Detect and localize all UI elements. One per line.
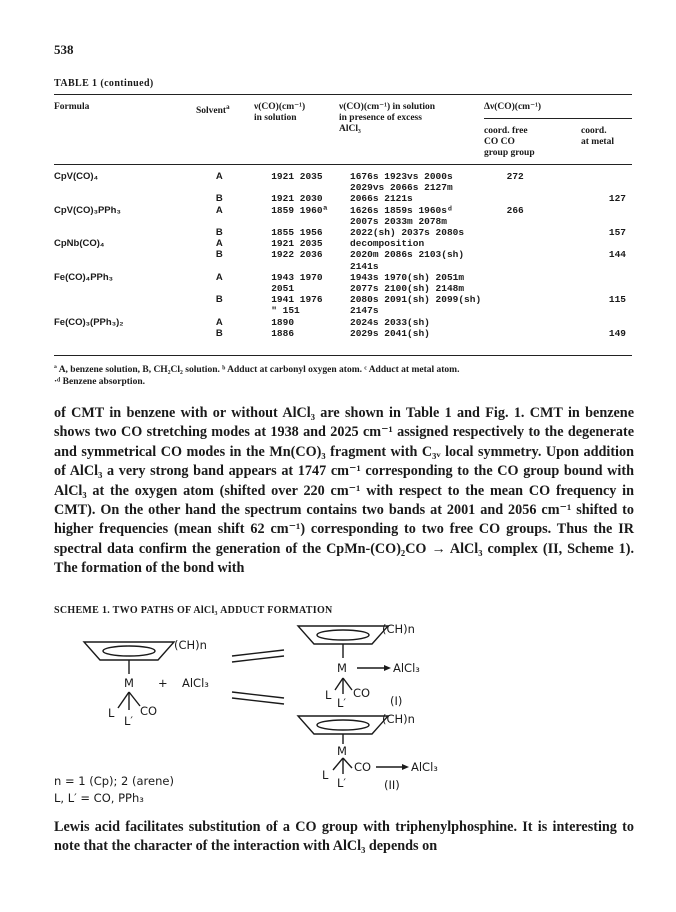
left-reagent-label: AlCl₃: [182, 676, 209, 690]
scheme-title: SCHEME 1. TWO PATHS OF AlCl₃ ADDUCT FORMATION: [54, 605, 333, 616]
cell-v2: 2077s 2100(sh) 2148m: [350, 283, 465, 295]
table-bottom-rule: [54, 355, 632, 356]
cell-v2: 2141s: [350, 260, 379, 272]
top-metal-label: M: [337, 661, 347, 675]
path-arrow-2: [232, 692, 284, 698]
page-number: 538: [54, 42, 74, 57]
cell-d1: [507, 294, 584, 305]
cell-v2: 2029vs 2066s 2127m: [350, 182, 453, 194]
header-nu-co-excess: ν(CO)(cm⁻¹) in solution in presence of excess AlCl₃: [339, 102, 436, 134]
table-row: [54, 238, 632, 249]
cell-v1: 1859 1960ª: [271, 204, 329, 216]
cell-v2: 1943s 1970(sh) 2051m: [350, 271, 465, 283]
cell-v2: 2024s 2033(sh): [350, 316, 430, 328]
cell-formula: [54, 227, 198, 238]
table-row: [54, 205, 632, 216]
left-ligand-l: L: [108, 706, 115, 720]
cell-d2: [583, 272, 632, 283]
cell-solvent: [198, 261, 271, 272]
cell-v1: [271, 216, 350, 227]
bottom-ring: [298, 716, 388, 734]
cell-v1: 1855 1956: [271, 227, 323, 239]
cell-formula: [54, 249, 198, 260]
bottom-ligand-l: L: [322, 768, 329, 782]
table-header-rule: [54, 164, 632, 165]
cell-v2: 2022(sh) 2037s 2080s: [350, 227, 465, 239]
top-ligand-co: CO: [353, 686, 371, 700]
left-ligand-co: CO: [140, 704, 158, 718]
cell-d1: [507, 317, 584, 328]
cell-v1: 1943 1970: [271, 271, 323, 283]
cell-d1: 272: [506, 171, 524, 182]
top-bond-l: [335, 678, 343, 690]
bottom-ligand-lp: L′: [337, 776, 347, 790]
cell-d1: [507, 227, 584, 238]
header-formula: Formula: [54, 102, 90, 112]
cell-formula: [54, 328, 198, 339]
bottom-bond-co: [343, 758, 352, 768]
cell-v2: 2029s 2041(sh): [350, 327, 430, 339]
cell-solvent: [198, 305, 271, 316]
cell-solvent: B: [215, 327, 223, 339]
bottom-adduct-label: AlCl₃: [411, 760, 438, 774]
table-row: [54, 283, 632, 294]
cell-v1: 1886: [271, 327, 295, 339]
top-ring-ellipse: [317, 630, 369, 640]
scheme-1-diagram: [54, 618, 634, 796]
cell-solvent: A: [215, 238, 223, 250]
bottom-arrowhead: [402, 764, 409, 770]
cell-solvent: A: [215, 204, 223, 216]
table-row: [54, 317, 632, 328]
cell-d2: [583, 238, 632, 249]
cell-v1: 1921 2035: [271, 171, 323, 182]
bottom-ring-label: (CH)n: [382, 712, 415, 726]
table-row: [54, 272, 632, 283]
cell-d1: [507, 216, 584, 227]
top-compound-label: (I): [390, 694, 403, 708]
header-coord-free: coord. free CO CO group group: [484, 126, 535, 158]
top-ligand-l: L: [325, 688, 332, 702]
table-row: [54, 249, 632, 260]
cell-d1: 266: [506, 204, 524, 216]
cell-d1: [507, 182, 584, 193]
left-ring-label: (CH)n: [174, 638, 207, 652]
left-metal-label: M: [124, 676, 134, 690]
cell-formula: [54, 193, 198, 204]
scheme-legend-n: n = 1 (Cp); 2 (arene): [54, 774, 174, 788]
left-plus-label: +: [158, 676, 168, 690]
cell-v2: decomposition: [350, 238, 425, 250]
header-coord-metal: coord. at metal: [581, 126, 614, 147]
cell-formula: Fe(CO)₄PPh₃: [54, 271, 114, 283]
cell-d1: [507, 272, 584, 283]
table-row: [54, 216, 632, 227]
header-delta-rule: [484, 118, 632, 119]
cell-d1: [507, 305, 584, 316]
cell-formula: [54, 261, 198, 272]
cell-solvent: [198, 283, 271, 294]
table-row: [54, 261, 632, 272]
body-paragraph: of CMT in benzene with or without AlCl₃ are shown in Table 1 and Fig. 1. CMT in benzene shows two CO stretching modes at 1938 and 2025 cm⁻¹ assigned respectively to the degenerate and symmetrical CO modes in the Mn(CO)₃ fragment with C₃ᵥ local symmetry. Upon addition of AlCl₃ a very strong band appears at 1747 cm⁻¹ corresponding to the CO group bound with AlCl₃ at the oxygen atom (shifted over 220 cm⁻¹ with respect to the mean CO frequency in CMT). On the other hand the spectrum contains two bands at 2001 and 2056 cm⁻¹ shifted to higher frequencies (mean shift 62 cm⁻¹) corresponding to two free CO groups. Thus the IR spectral data confirm the generation of the CpMn-(CO)₂CO → AlCl₃ complex (II, Scheme 1). The formation of the bond with: [54, 405, 634, 577]
cell-formula: CpNb(CO)₄: [54, 238, 105, 250]
cell-v2: 2066s 2121s: [350, 193, 413, 205]
cell-d2: [583, 205, 632, 216]
cell-v2: 2020m 2086s 2103(sh): [350, 249, 465, 261]
cell-formula: [54, 182, 198, 193]
cell-d2: [583, 261, 632, 272]
cell-d2: [583, 182, 632, 193]
cell-v1: 1921 2030: [271, 193, 323, 205]
top-bond-co: [343, 678, 352, 690]
table-row: [54, 182, 632, 193]
cell-v2: 2080s 2091(sh) 2099(sh): [350, 294, 482, 306]
path-arrow-1: [232, 650, 284, 656]
cell-solvent: A: [215, 271, 223, 283]
cell-v1: 1921 2035: [271, 238, 323, 250]
cell-d2: 144: [608, 249, 626, 261]
bottom-compound-label: (II): [384, 778, 400, 792]
cell-d2: [583, 283, 632, 294]
cell-v2: 1626s 1859s 1960sᵈ: [350, 204, 453, 216]
cell-solvent: [198, 182, 271, 193]
cell-v2: 1676s 1923vs 2000s: [350, 171, 453, 182]
cell-solvent: [198, 216, 271, 227]
cell-v1: 1922 2036: [271, 249, 323, 261]
table-row: [54, 193, 632, 204]
table-footnote: [54, 364, 634, 388]
cell-formula: [54, 216, 198, 227]
cell-formula: CpV(CO)₄: [54, 171, 99, 182]
top-adduct-label: AlCl₃: [393, 661, 420, 675]
table-row: [54, 171, 632, 182]
table-row: [54, 294, 632, 305]
cell-v1: [271, 261, 350, 272]
cell-d2: [583, 317, 632, 328]
left-bond-co: [129, 692, 140, 706]
cell-solvent: B: [215, 294, 223, 306]
cell-solvent: B: [215, 227, 223, 239]
header-delta: Δν(CO)(cm⁻¹): [484, 102, 542, 112]
cell-v2: 2007s 2033m 2078m: [350, 215, 447, 227]
cell-d1: [507, 283, 584, 294]
path-arrow-2b: [232, 698, 284, 704]
header-nu-co-solution: ν(CO)(cm⁻¹) in solution: [254, 102, 306, 123]
cell-solvent: A: [215, 171, 223, 182]
left-bond-l: [118, 692, 129, 708]
top-ring-label: (CH)n: [382, 622, 415, 636]
top-ring: [298, 626, 388, 644]
cell-d2: [583, 305, 632, 316]
left-ring: [84, 642, 174, 660]
cell-v2: 2147s: [350, 305, 379, 317]
table-caption: TABLE 1 (continued): [54, 78, 154, 89]
top-arrowhead: [384, 665, 391, 671]
header-solvent: Solvent$^a$: [196, 103, 230, 117]
closing-paragraph: Lewis acid facilitates substitution of a CO group with triphenylphosphine. It is interesting to note that the character of the interaction with AlCl₃ depends on: [54, 819, 634, 855]
table-row: [54, 305, 632, 316]
cell-formula: Fe(CO)₃(PPh₃)₂: [54, 316, 124, 328]
cell-d2: 149: [608, 327, 626, 339]
cell-d2: [583, 171, 632, 182]
scheme-legend-l: L, L′ = CO, PPh₃: [54, 791, 144, 805]
cell-d2: [583, 216, 632, 227]
cell-formula: [54, 305, 198, 316]
table-top-rule: [54, 94, 632, 95]
top-ligand-lp: L′: [337, 696, 347, 710]
cell-formula: [54, 283, 198, 294]
footnote-line-2: ·ᵈ Benzene absorption.: [54, 377, 145, 387]
left-ring-ellipse: [103, 646, 155, 656]
bottom-metal-label: M: [337, 744, 347, 758]
cell-formula: [54, 294, 198, 305]
cell-v1: " 151: [271, 305, 300, 317]
bottom-bond-l: [333, 758, 343, 770]
cell-d2: 115: [608, 294, 626, 306]
cell-d1: [507, 261, 584, 272]
cell-formula: CpV(CO)₃PPh₃: [54, 204, 121, 216]
table-body: [54, 171, 632, 339]
cell-d1: [507, 238, 584, 249]
cell-d2: 157: [608, 227, 626, 239]
table-row: [54, 328, 632, 339]
cell-v1: 1941 1976: [271, 294, 323, 306]
cell-solvent: B: [215, 193, 223, 205]
cell-v1: 2051: [271, 283, 295, 295]
cell-d1: [507, 328, 584, 339]
bottom-ring-ellipse: [317, 720, 369, 730]
cell-v1: [271, 182, 350, 193]
cell-d2: 127: [608, 193, 626, 205]
path-arrow-1b: [232, 656, 284, 662]
cell-v1: 1890: [271, 316, 295, 328]
cell-solvent: A: [215, 316, 223, 328]
cell-solvent: B: [215, 249, 223, 261]
table-row: [54, 227, 632, 238]
cell-d1: [507, 193, 584, 204]
footnote-line-1: ª A, benzene solution, B, CH₂Cl₂ solution. ᵇ Adduct at carbonyl oxygen atom. ᶜ Adduct at metal atom.: [54, 365, 460, 375]
bottom-ligand-co: CO: [354, 760, 372, 774]
left-ligand-lp: L′: [124, 714, 134, 728]
cell-d1: [507, 249, 584, 260]
